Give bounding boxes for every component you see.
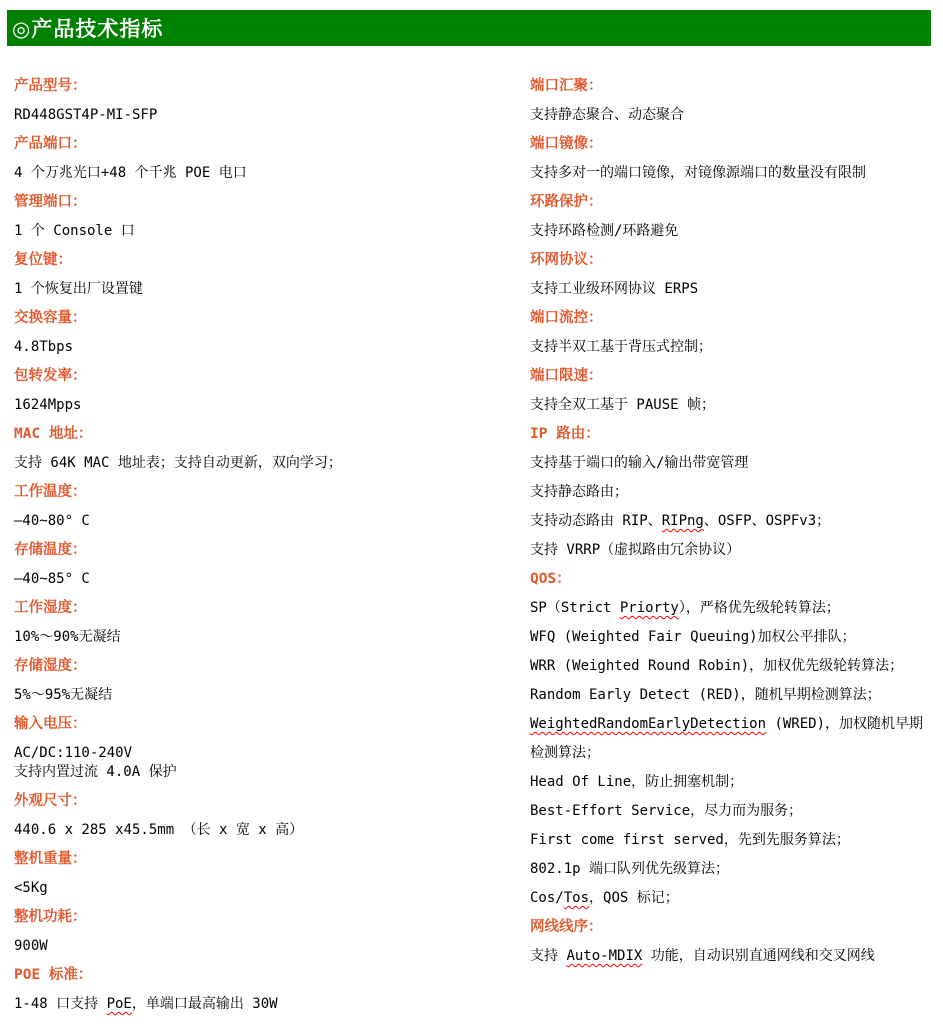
spec-section <box>14 72 530 130</box>
text-segment: 4 个万兆光口+48 个千兆 POE 电口 <box>14 165 247 181</box>
spec-value <box>530 275 933 304</box>
text-segment: 4.8Tbps <box>14 339 74 355</box>
spec-label: 环路保护： <box>530 194 603 210</box>
spec-section <box>14 787 530 845</box>
spec-value <box>530 449 933 478</box>
spec-section <box>530 362 933 420</box>
text-segment: 支持静态聚合、动态聚合 <box>530 107 684 123</box>
spec-label: 工作湿度： <box>14 600 87 616</box>
misspelled-word: Tos <box>563 890 590 906</box>
text-segment: 10%～90%无凝结 <box>14 629 121 645</box>
spec-section <box>14 362 530 420</box>
text-segment: 440.6 x 285 x45.5mm （长 x 宽 x 高） <box>14 822 304 838</box>
spec-value <box>530 159 933 188</box>
spec-value <box>14 101 530 130</box>
spec-label: 复位键： <box>14 252 72 268</box>
spec-value <box>14 159 530 188</box>
text-segment: (WRED)，加权随机早期 <box>766 716 924 732</box>
spec-section <box>530 72 933 130</box>
text-segment: ，QOS 标记； <box>589 890 679 906</box>
spec-column-right <box>530 72 943 1019</box>
spec-label: 端口汇聚： <box>530 78 603 94</box>
spec-value <box>530 710 933 739</box>
text-segment: Head Of Line，防止拥塞机制； <box>530 774 744 790</box>
text-segment: 支持 <box>530 948 567 964</box>
spec-value <box>530 739 933 768</box>
text-segment: ），严格优先级轮转算法； <box>678 600 840 616</box>
text-segment: 、OSFP、OSPFv3； <box>703 513 831 529</box>
misspelled-word: WeightedRandomEarlyDetection <box>530 716 767 732</box>
text-segment: 支持环路检测/环路避免 <box>530 223 679 239</box>
spec-value <box>14 932 530 961</box>
spec-value <box>14 739 530 787</box>
text-segment: WRR (Weighted Round Robin)，加权优先级轮转算法； <box>530 658 904 674</box>
text-segment: 检测算法； <box>530 745 600 761</box>
spec-section <box>14 130 530 188</box>
spec-section <box>14 903 530 961</box>
spec-section <box>14 845 530 903</box>
misspelled-word: PoE <box>106 996 132 1012</box>
spec-value <box>530 536 933 565</box>
text-segment: 支持动态路由 RIP、 <box>530 513 662 529</box>
text-segment: 900W <box>14 938 48 954</box>
spec-label: 端口流控： <box>530 310 603 326</box>
text-segment: RD448GST4P-MI-SFP <box>14 107 158 123</box>
spec-section <box>14 420 530 478</box>
spec-content <box>0 46 943 1019</box>
text-segment: 支持内置过流 4.0A 保护 <box>14 764 177 780</box>
text-segment: 支持多对一的端口镜像，对镜像源端口的数量没有限制 <box>530 165 866 181</box>
text-segment: 支持 64K MAC 地址表；支持自动更新，双向学习； <box>14 455 342 471</box>
text-segment: 支持基于端口的输入/输出带宽管理 <box>530 455 749 471</box>
spec-section <box>14 652 530 710</box>
spec-section <box>530 130 933 188</box>
spec-label: 整机重量： <box>14 851 87 867</box>
text-segment: 5%～95%无凝结 <box>14 687 113 703</box>
spec-section <box>14 536 530 594</box>
spec-value <box>530 884 933 913</box>
spec-label: 网线线序： <box>530 919 603 935</box>
spec-section <box>530 420 933 565</box>
text-segment: 1 个恢复出厂设置键 <box>14 281 143 297</box>
text-segment: —40~80° C <box>14 513 90 529</box>
spec-section <box>14 478 530 536</box>
spec-label: 产品型号： <box>14 78 87 94</box>
spec-label: 交换容量： <box>14 310 87 326</box>
spec-value <box>14 874 530 903</box>
spec-value <box>14 333 530 362</box>
text-segment: 1624Mpps <box>14 397 82 413</box>
text-segment: ，单端口最高输出 30W <box>131 996 278 1012</box>
spec-label: 外观尺寸： <box>14 793 87 809</box>
section-title: ◎产品技术指标 <box>12 17 164 41</box>
spec-value <box>14 565 530 594</box>
section-header-bar <box>7 10 931 46</box>
spec-value <box>530 478 933 507</box>
spec-section <box>14 594 530 652</box>
spec-value <box>530 333 933 362</box>
spec-label: MAC 地址： <box>14 426 93 442</box>
spec-label: 存储温度： <box>14 542 87 558</box>
spec-value <box>14 449 530 478</box>
spec-label: 输入电压： <box>14 716 87 732</box>
spec-section <box>530 565 933 913</box>
spec-column-left <box>14 72 530 1019</box>
text-segment: 支持静态路由； <box>530 484 628 500</box>
spec-section <box>14 246 530 304</box>
text-segment: 支持工业级环网协议 ERPS <box>530 281 699 297</box>
spec-value <box>530 623 933 652</box>
spec-label: IP 路由： <box>530 426 600 442</box>
spec-value <box>530 594 933 623</box>
spec-value <box>530 101 933 130</box>
spec-value <box>530 797 933 826</box>
text-segment: Best-Effort Service，尽力而为服务； <box>530 803 803 819</box>
spec-value <box>14 507 530 536</box>
spec-label: 包转发率： <box>14 368 87 384</box>
spec-section <box>530 246 933 304</box>
spec-value <box>14 990 530 1019</box>
spec-label: POE 标准： <box>14 967 93 983</box>
spec-value <box>530 826 933 855</box>
spec-value <box>14 217 530 246</box>
text-segment: 802.1p 端口队列优先级算法； <box>530 861 730 877</box>
text-segment: 支持 VRRP（虚拟路由冗余协议） <box>530 542 741 558</box>
misspelled-word: Auto-MDIX <box>566 948 643 964</box>
spec-value <box>530 391 933 420</box>
text-segment: WFQ (Weighted Fair Queuing)加权公平排队； <box>530 629 856 645</box>
spec-section <box>530 188 933 246</box>
spec-value <box>530 681 933 710</box>
spec-label: QOS： <box>530 571 571 587</box>
spec-value <box>14 391 530 420</box>
spec-label: 管理端口： <box>14 194 87 210</box>
spec-value <box>14 623 530 652</box>
spec-section <box>14 188 530 246</box>
text-segment: 1 个 Console 口 <box>14 223 135 239</box>
spec-value <box>530 652 933 681</box>
text-segment: Cos/ <box>530 890 564 906</box>
spec-label: 环网协议： <box>530 252 603 268</box>
text-segment: 1-48 口支持 <box>14 996 107 1012</box>
text-segment: AC/DC:110-240V <box>14 745 133 761</box>
spec-section <box>530 304 933 362</box>
text-segment: 支持全双工基于 PAUSE 帧； <box>530 397 716 413</box>
misspelled-word: Priorty <box>619 600 679 616</box>
spec-label: 整机功耗： <box>14 909 87 925</box>
text-segment: SP（Strict <box>530 600 620 616</box>
text-segment: First come first served，先到先服务算法； <box>530 832 850 848</box>
spec-section <box>530 913 933 971</box>
text-segment: —40~85° C <box>14 571 90 587</box>
spec-value <box>530 217 933 246</box>
text-segment: <5Kg <box>14 880 48 896</box>
text-segment: 支持半双工基于背压式控制； <box>530 339 712 355</box>
spec-section <box>14 304 530 362</box>
misspelled-word: RIPng <box>661 513 704 529</box>
text-segment: Random Early Detect (RED)，随机早期检测算法； <box>530 687 881 703</box>
spec-value <box>14 275 530 304</box>
spec-value <box>530 942 933 971</box>
text-segment: 功能，自动识别直通网线和交叉网线 <box>642 948 875 964</box>
spec-label: 端口限速： <box>530 368 603 384</box>
spec-value <box>530 507 933 536</box>
spec-value <box>530 855 933 884</box>
spec-section <box>14 961 530 1019</box>
spec-label: 存储湿度： <box>14 658 87 674</box>
spec-section <box>14 710 530 787</box>
spec-value <box>14 681 530 710</box>
spec-value <box>530 768 933 797</box>
spec-label: 产品端口： <box>14 136 87 152</box>
spec-label: 工作温度： <box>14 484 87 500</box>
spec-label: 端口镜像： <box>530 136 603 152</box>
spec-value <box>14 816 530 845</box>
